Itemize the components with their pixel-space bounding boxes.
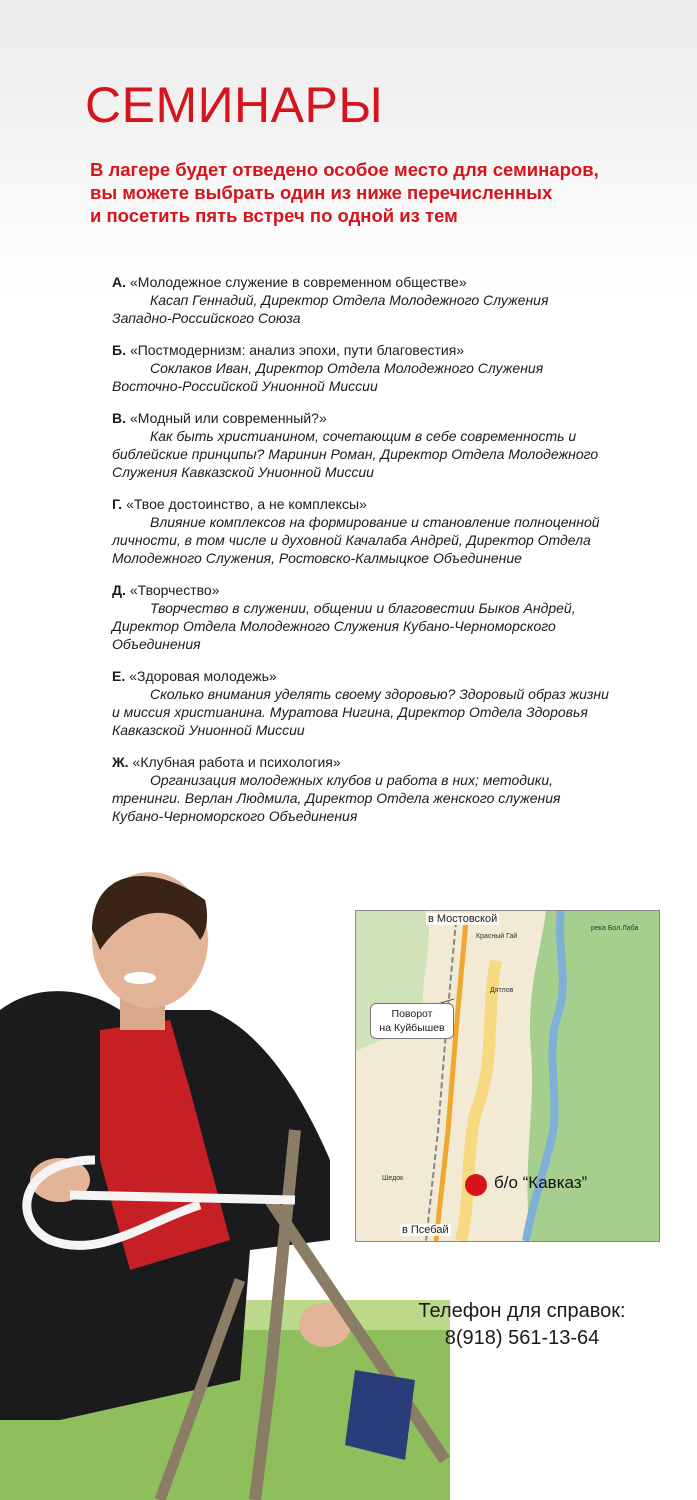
seminar-topic: «Постмодернизм: анализ эпохи, пути благовестия» [129,342,465,358]
seminar-description-line: Служения Кавказской Унионной Миссии [112,464,374,480]
camp-label: б/о “Кавказ” [494,1173,588,1192]
location-map [355,910,660,1242]
map-label-village: Шедок [382,1175,404,1182]
seminar-description-line: библейские принципы? Маринин Роман, Директор Отдела Молодежного [112,446,599,462]
page-title: СЕМИНАРЫ [85,77,384,133]
seminar-letter: А. [112,274,126,290]
seminar-description-line: Кубано-Черноморского Объединения [112,808,358,824]
seminar-item-a [112,273,682,327]
seminar-item-zh [112,753,682,825]
seminar-item-d [112,581,682,653]
seminar-letter: Г. [112,496,123,512]
seminar-description-line: тренинги. Верлан Людмила, Директор Отдела женского служения [112,790,561,806]
seminar-description-line: Сколько внимания уделять своему здоровью? Здоровый образ жизни [150,686,609,702]
turn-callout [370,1003,454,1039]
seminar-item-g [112,495,682,567]
blue-bag [345,1370,415,1460]
map-label-village: Красный Гай [476,933,518,940]
camp-marker-icon [465,1174,487,1196]
contact-phone [392,1298,652,1352]
seminar-letter: Е. [112,668,126,684]
intro-line: В лагере будет отведено особое место для семинаров, [90,159,599,180]
seminar-item-b [112,341,682,395]
seminar-topic: «Модный или современный?» [130,410,327,426]
seminar-description-line: Как быть христианином, сочетающим в себе современность и [150,428,577,444]
seminar-description-line: Молодежного Служения, Ростовско-Калмыцкое Объединение [112,550,522,566]
intro-line: и посетить пять встреч по одной из тем [90,205,458,226]
intro-text [90,158,690,227]
seminar-description-line: Западно-Российского Союза [112,310,301,326]
seminar-description-line: Директор Отдела Молодежного Служения Кубано-Черноморского [112,618,556,634]
smile [124,972,156,984]
seminar-item-v [112,409,682,481]
phone-label: Телефон для справок: [418,1300,626,1322]
seminar-topic: «Твое достоинство, а не комплексы» [126,496,367,512]
seminar-item-e [112,667,682,739]
seminar-letter: Ж. [112,754,129,770]
seminar-description-line: Кавказской Унионной Миссии [112,722,305,738]
seminar-description-line: Касап Геннадий, Директор Отдела Молодежного Служения [150,292,549,308]
seminar-description-line: Восточно-Российской Унионной Миссии [112,378,378,394]
seminar-letter: Б. [112,342,126,358]
map-label-north: в Мостовской [428,913,498,925]
seminar-letter: В. [112,410,126,426]
seminar-description-line: Влияние комплексов на формирование и становление полноценной [150,514,600,530]
callout-line: Поворот [391,1008,433,1020]
seminar-description-line: Творчество в служении, общении и благовестии Быков Андрей, [150,600,576,616]
intro-line: вы можете выбрать один из ниже перечисленных [90,182,553,203]
map-label-river: река Бол.Лаба [591,925,639,932]
map-label-south: в Псебай [402,1224,449,1236]
seminar-description-line: и миссия христианина. Муратова Нигина, Директор Отдела Здоровья [112,704,588,720]
seminar-list [112,273,682,839]
map-label-village: Дятлов [490,987,514,994]
seminar-topic: «Творчество» [129,582,220,598]
phone-number: 8(918) 561-13-64 [444,1327,600,1349]
seminar-description-line: Объединения [112,636,201,652]
seminar-description-line: Соклаков Иван, Директор Отдела Молодежного Служения [150,360,544,376]
seminar-topic: «Молодежное служение в современном обществе» [130,274,467,290]
seminar-topic: «Клубная работа и психология» [132,754,341,770]
seminar-letter: Д. [112,582,126,598]
callout-line: на Куйбышев [379,1022,445,1034]
seminar-description-line: Организация молодежных клубов и работа в них; методики, [150,772,554,788]
seminar-topic: «Здоровая молодежь» [129,668,277,684]
seminar-description-line: личности, в том числе и духовной Качалаба Андрей, Директор Отдела [112,532,591,548]
